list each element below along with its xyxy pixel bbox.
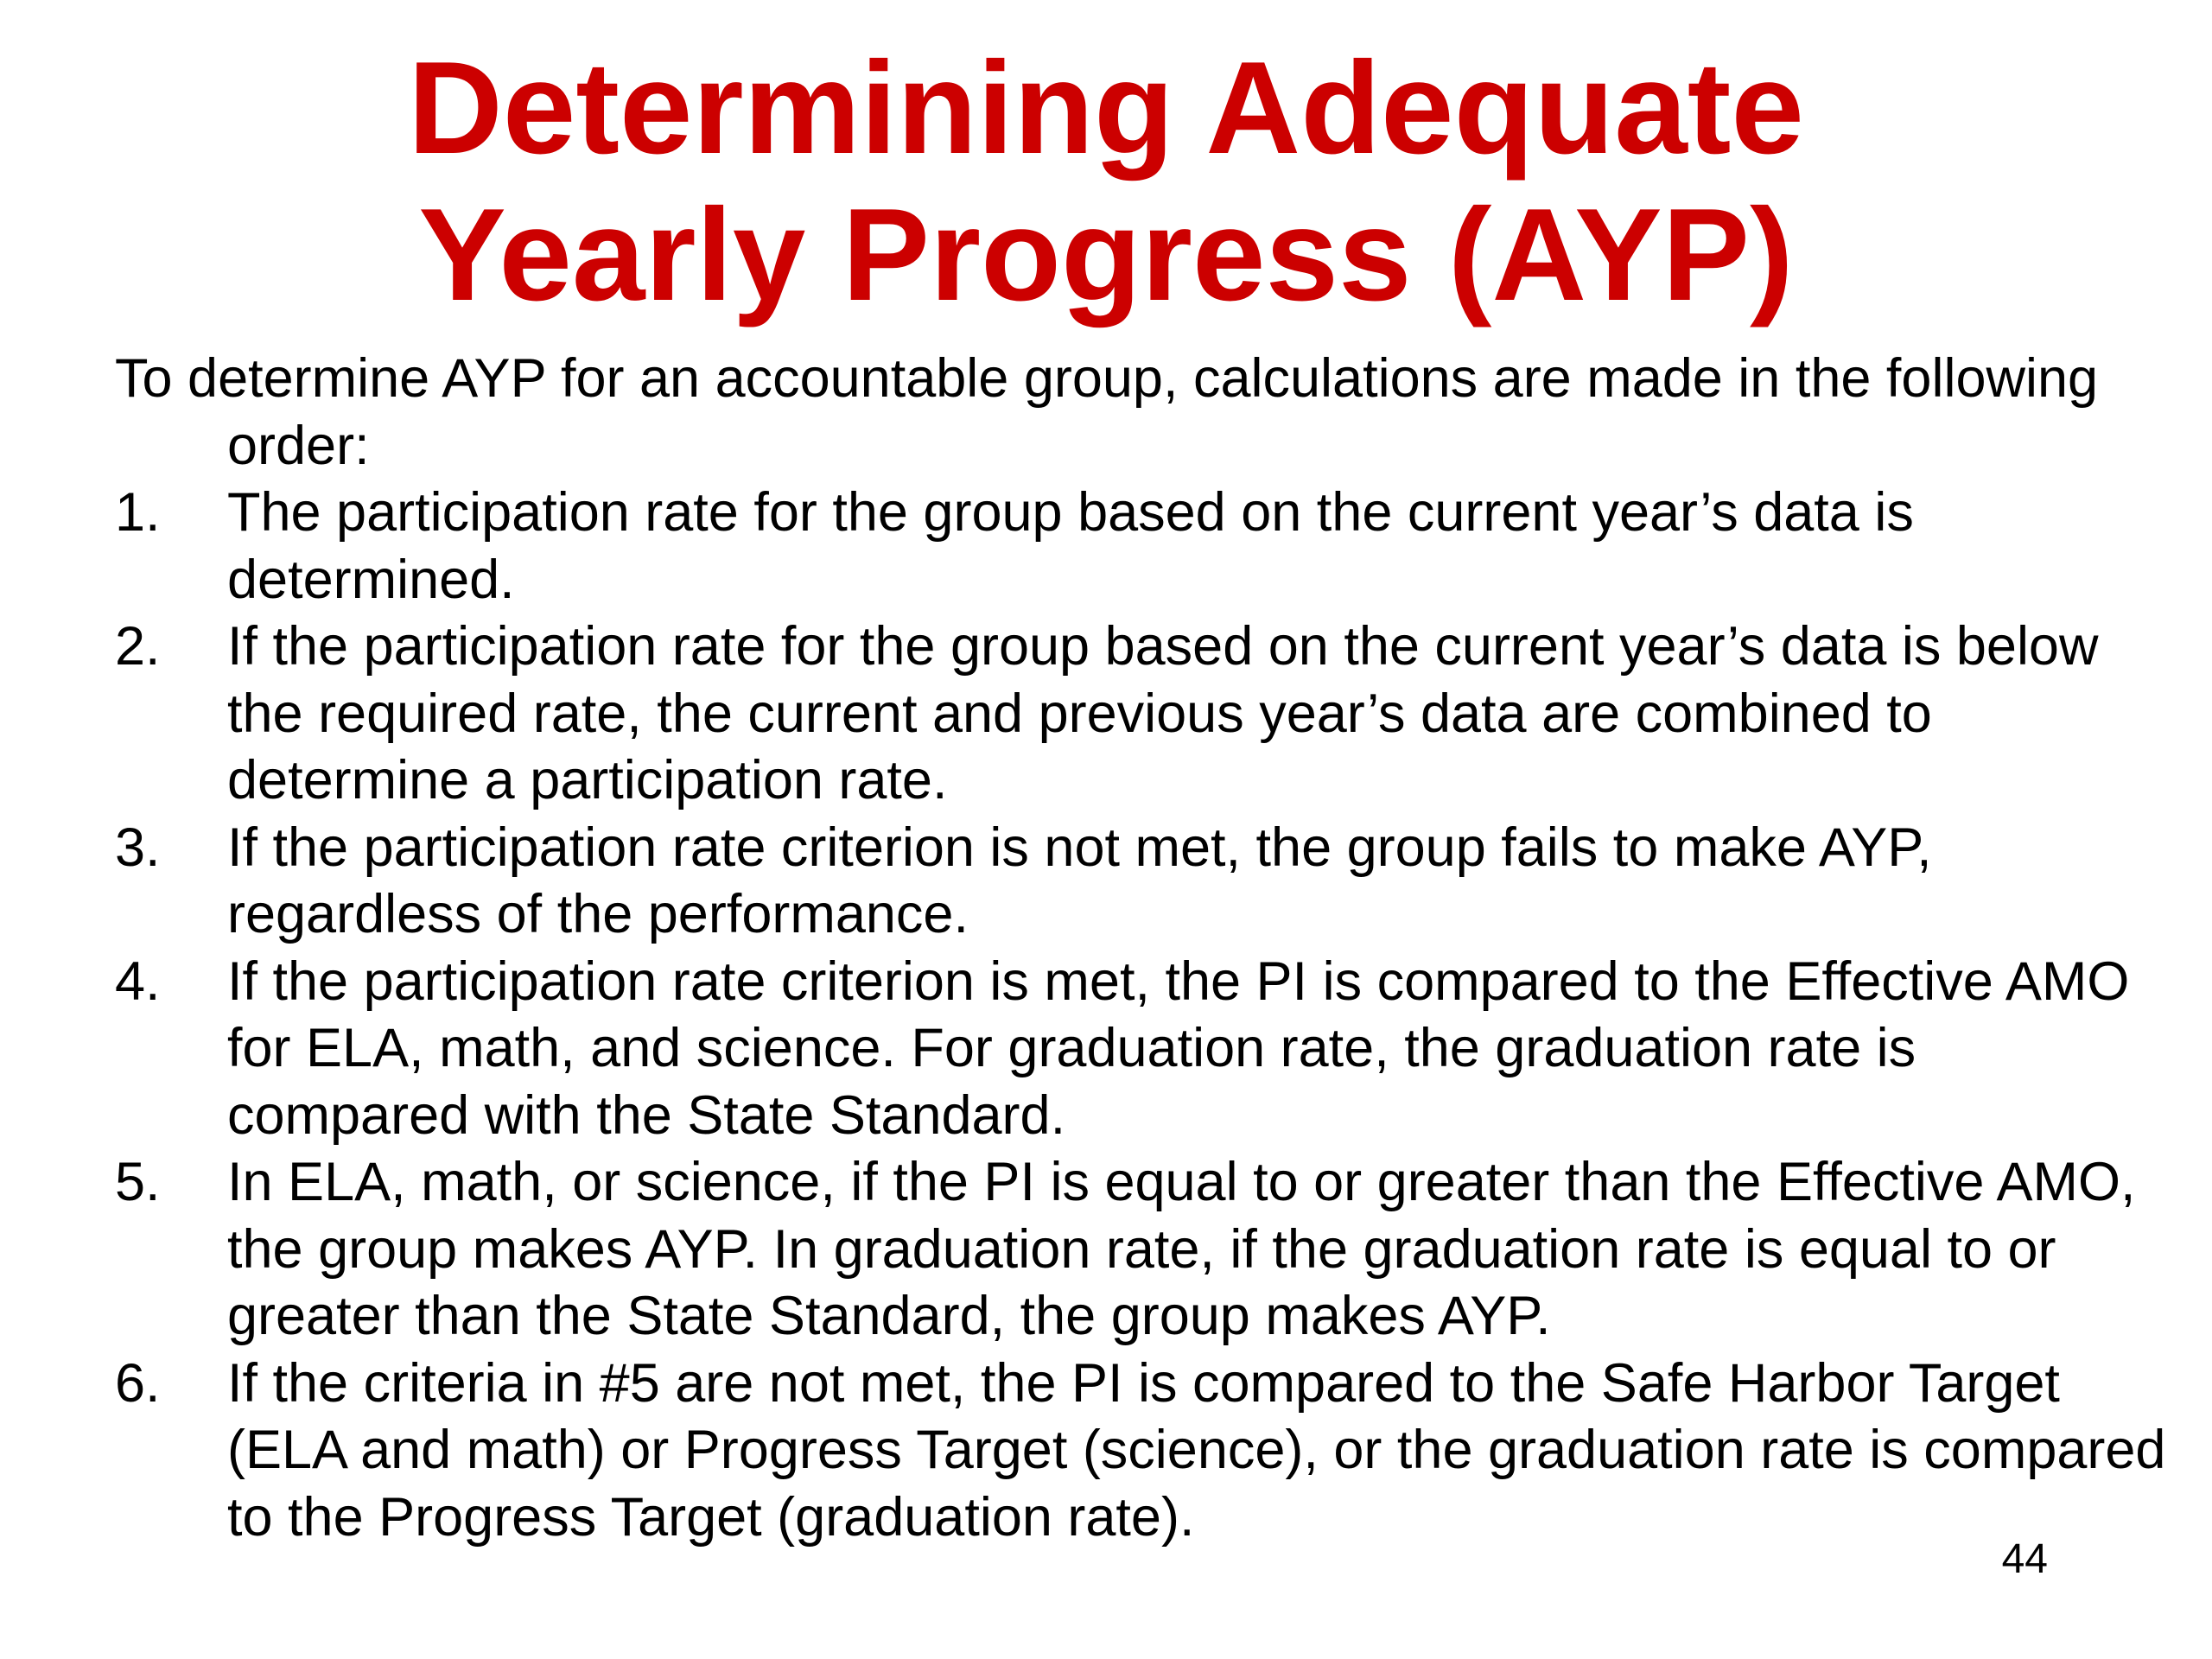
intro-paragraph: To determine AYP for an accountable group, calculations are made in the following order:: [115, 348, 2099, 476]
step-text: In ELA, math, or science, if the PI is equal to or greater than the Effective AMO, the group makes AYP. In graduation rate, if the graduation rate is equal to or greater than the State Standard, the group makes AYP.: [227, 1152, 2136, 1346]
steps-list: [115, 480, 2171, 1551]
step-item-3: [115, 815, 2171, 949]
step-number: 3.: [115, 817, 161, 878]
step-text: If the criteria in #5 are not met, the PI is compared to the Safe Harbor Target (ELA and math) or Progress Target (science), or the graduation rate is compared to the Progress Target (graduation rate).: [227, 1352, 2166, 1548]
slide-title: [0, 35, 2212, 328]
step-text: If the participation rate for the group based on the current year’s data is below the required rate, the current and previous year’s data are combined to determine a participation rate.: [227, 616, 2099, 810]
slide-title-line-1: Determining Adequate: [408, 35, 1804, 181]
slide-title-line-2: Yearly Progress (AYP): [418, 181, 1794, 328]
step-item-4: [115, 949, 2171, 1150]
step-number: 4.: [115, 950, 161, 1012]
step-number: 2.: [115, 616, 161, 677]
page-number: 44: [2001, 1536, 2048, 1582]
step-item-2: [115, 613, 2171, 815]
step-text: The participation rate for the group based on the current year’s data is determined.: [227, 482, 1914, 610]
slide-body: [115, 346, 2171, 1551]
step-number: 6.: [115, 1352, 161, 1414]
step-number: 1.: [115, 482, 161, 543]
step-number: 5.: [115, 1152, 161, 1212]
step-item-6: [115, 1351, 2171, 1552]
step-item-5: [115, 1149, 2171, 1351]
step-item-1: [115, 480, 2171, 613]
step-text: If the participation rate criterion is met, the PI is compared to the Effective AMO for ELA, math, and science. For graduation rate, the graduation rate is compared with the State Standard.: [227, 950, 2130, 1146]
step-text: If the participation rate criterion is not met, the group fails to make AYP, regardless of the performance.: [227, 817, 1932, 944]
